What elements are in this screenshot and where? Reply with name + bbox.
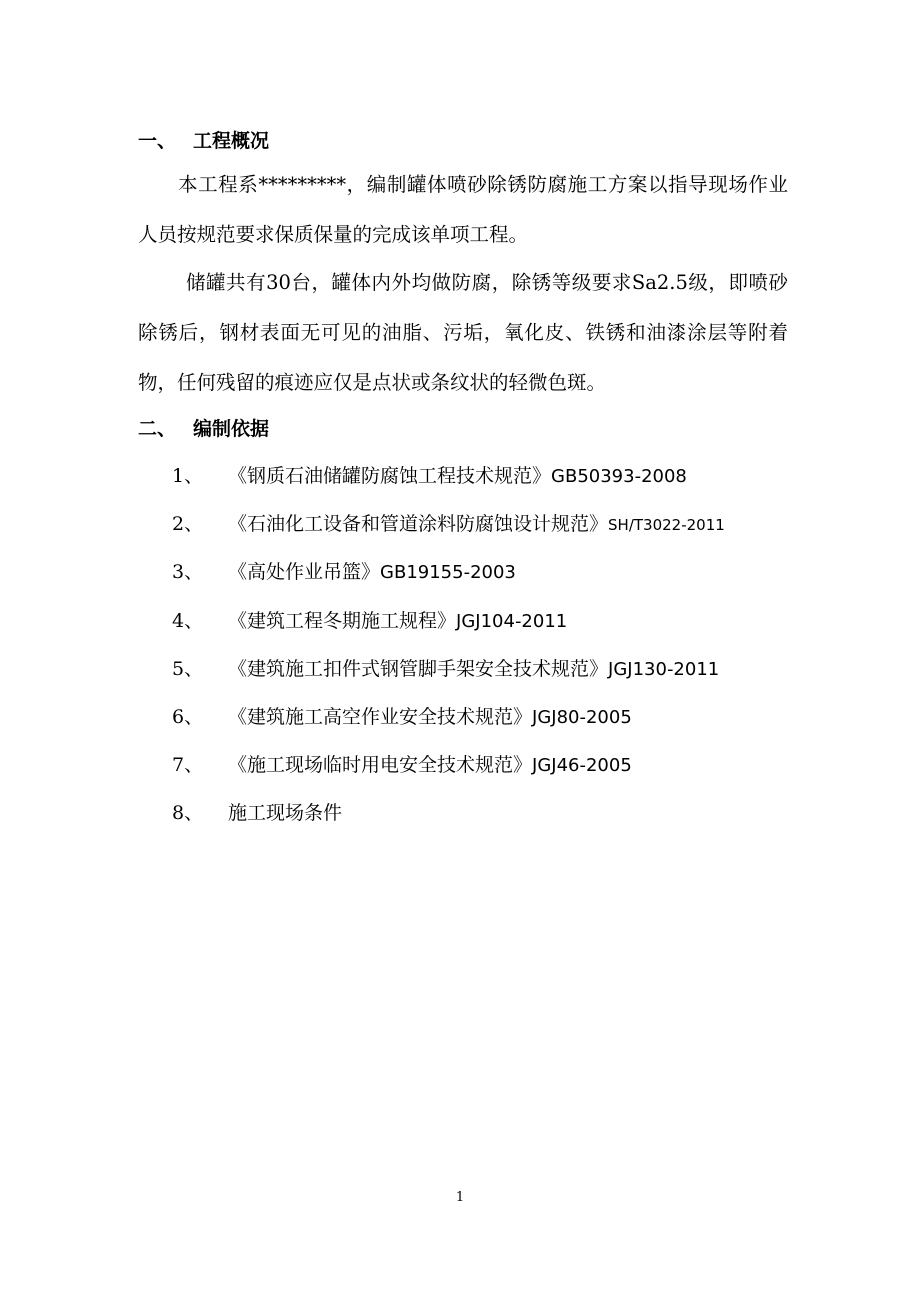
overview-paragraph-2: 储罐共有30台，罐体内外均做防腐，除锈等级要求Sa2.5级，即喷砂除锈后，钢材表面无可见的油脂、污垢，氧化皮、铁锈和油漆涂层等附着物，任何残留的痕迹应仅是点状或条纹状的轻微色斑。 — [138, 271, 788, 394]
list-item — [172, 693, 725, 741]
list-index: 6、 — [172, 705, 204, 728]
list-index: 2、 — [172, 513, 204, 536]
reference-code: JGJ104-2011 — [456, 610, 568, 632]
reference-name: 《建筑施工高空作业安全技术规范》 — [228, 705, 533, 728]
reference-code: GB50393-2008 — [551, 466, 687, 487]
reference-name: 《施工现场临时用电安全技术规范》 — [228, 754, 533, 777]
section-heading-overview — [138, 126, 269, 153]
reference-code: JGJ46-2005 — [532, 755, 632, 777]
reference-name: 《高处作业吊篮》 — [228, 561, 381, 584]
page-number: 1 — [455, 1190, 465, 1205]
reference-name: 《钢质石油储罐防腐蚀工程技术规范》 — [228, 465, 552, 487]
list-index: 8、 — [172, 802, 204, 825]
list-item — [172, 548, 725, 596]
reference-code: JGJ130-2011 — [608, 658, 720, 680]
list-index: 3、 — [172, 561, 204, 584]
list-item — [172, 452, 725, 500]
list-index: 4、 — [172, 609, 204, 632]
list-item — [172, 645, 725, 693]
reference-name: 《石油化工设备和管道涂料防腐蚀设计规范》 — [228, 513, 609, 536]
list-index: 7、 — [172, 754, 204, 777]
section-heading-basis — [138, 414, 269, 441]
section-title: 编制依据 — [193, 418, 270, 440]
list-item — [172, 789, 725, 837]
reference-list — [172, 452, 725, 838]
list-item — [172, 597, 725, 645]
list-index: 5、 — [172, 657, 204, 680]
reference-code: SH/T3022-2011 — [608, 516, 725, 535]
list-item — [172, 741, 725, 789]
section-title: 工程概况 — [193, 130, 270, 152]
reference-name: 施工现场条件 — [228, 802, 343, 825]
reference-name: 《建筑施工扣件式钢管脚手架安全技术规范》 — [228, 657, 609, 680]
overview-paragraph-1: 本工程系*********，编制罐体喷砂除锈防腐施工方案以指导现场作业人员按规范要求保质保量的完成该单项工程。 — [138, 173, 788, 246]
reference-name: 《建筑工程冬期施工规程》 — [228, 609, 457, 632]
list-item — [172, 500, 725, 548]
section-number: 一、 — [138, 130, 177, 152]
section-number: 二、 — [138, 418, 177, 440]
list-index: 1、 — [172, 465, 204, 487]
reference-code: GB19155-2003 — [380, 562, 516, 584]
reference-code: JGJ80-2005 — [532, 706, 632, 728]
